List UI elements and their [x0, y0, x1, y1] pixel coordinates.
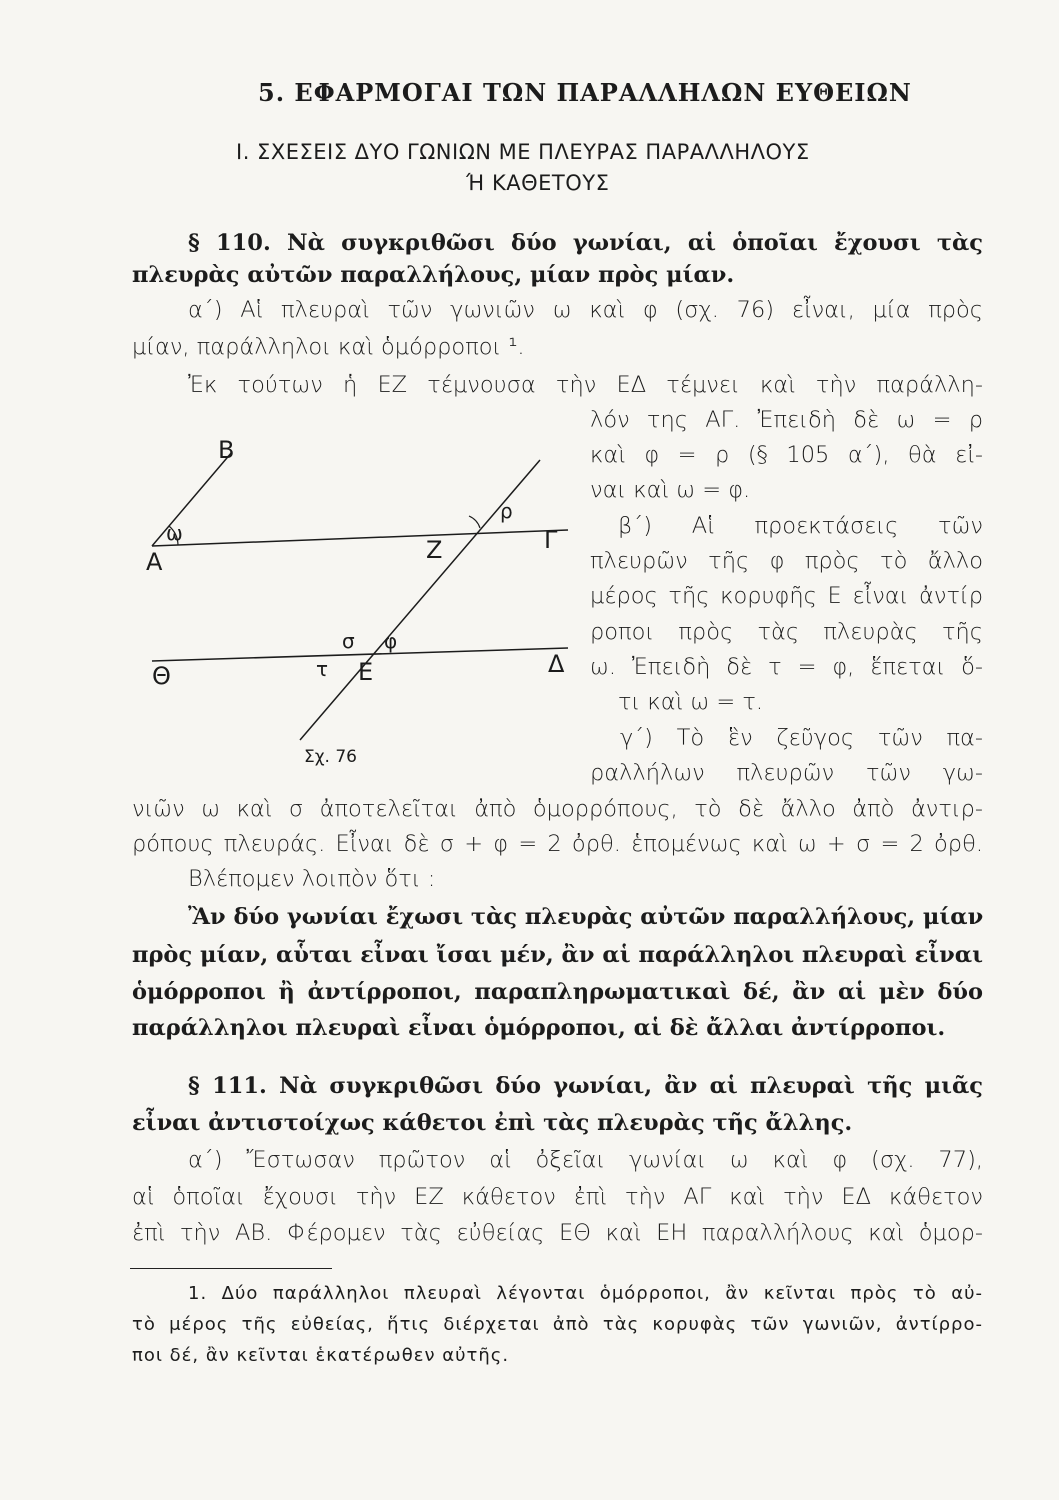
label-a: Α — [146, 548, 163, 576]
label-delta: Δ — [548, 650, 565, 678]
paragraph-111-a-line-2: αἱ ὁποῖαι ἔχουσι τὴν ΕΖ κάθετον ἐπὶ τὴν ΑΓ καὶ τὴν ΕΔ κάθετον — [132, 1184, 983, 1210]
label-tau: τ — [316, 657, 329, 681]
paragraph-110-col-line-10: γ΄) Τὸ ἓν ζεῦγος τῶν πα- — [620, 725, 983, 751]
label-theta: Θ — [152, 662, 171, 690]
section-title-line-1: Ι. ΣΧΕΣΕΙΣ ΔΥΟ ΓΩΝΙΩΝ ΜΕ ΠΛΕΥΡΑΣ ΠΑΡΑΛΛΗΛΟΥΣ — [236, 140, 810, 164]
line-ab — [152, 452, 232, 546]
paragraph-110-col-line-5: πλευρῶν τῆς φ πρὸς τὸ ἄλλο — [590, 548, 983, 574]
figure-caption: Σχ. 76 — [304, 747, 358, 767]
label-e: Ε — [358, 658, 374, 686]
footnote-divider — [130, 1268, 332, 1269]
paragraph-111-a-line-3: ἐπὶ τὴν ΑΒ. Φέρομεν τὰς εὐθείας ΕΘ καὶ ΕΗ παραλλήλους καὶ ὁμορ- — [132, 1220, 983, 1246]
paragraph-110-col-line-8: ω. Ἐπειδὴ δὲ τ = φ, ἕπεται ὅ- — [590, 654, 983, 680]
label-gamma: Γ — [544, 526, 558, 554]
footnote-line-2: τὸ μέρος τῆς εὐθείας, ἥτις διέρχεται ἀπὸ τὰς κορυφὰς τῶν γωνιῶν, ἀντίρρο- — [132, 1314, 983, 1335]
paragraph-110-a-line-1: α΄) Αἱ πλευραὶ τῶν γωνιῶν ω καὶ φ (σχ. 76) εἶναι, μία πρὸς — [188, 297, 983, 323]
theorem-line-1: Ἂν δύο γωνίαι ἔχωσι τὰς πλευρὰς αὐτῶν παραλλήλους, μίαν — [188, 904, 984, 930]
label-phi: φ — [384, 629, 398, 653]
paragraph-110-col-line-9: τι καὶ ω = τ. — [618, 689, 764, 715]
paragraph-110-title-line-2: πλευρὰς αὐτῶν παραλλήλους, μίαν πρὸς μίαν. — [132, 262, 735, 288]
label-rho: ρ — [500, 499, 513, 523]
label-sigma: σ — [342, 629, 355, 653]
arc-rho — [469, 516, 480, 528]
theorem-line-2: πρὸς μίαν, αὗται εἶναι ἴσαι μέν, ἂν αἱ παράλληλοι πλευραὶ εἶναι — [132, 942, 983, 968]
paragraph-110-title-line-1: § 110. Νὰ συγκριθῶσι δύο γωνίαι, αἱ ὁποῖαι ἔχουσι τὰς — [188, 230, 983, 256]
label-b: Β — [218, 436, 235, 464]
footnote-line-3: ποι δέ, ἂν κεῖνται ἑκατέρωθεν αὐτῆς. — [132, 1345, 510, 1366]
paragraph-110-col-line-2: καὶ φ = ρ (§ 105 α΄), θὰ εἰ- — [590, 442, 983, 468]
paragraph-110-col-line-11: ραλλήλων πλευρῶν τῶν γω- — [590, 760, 983, 786]
theorem-line-4: παράλληλοι πλευραὶ εἶναι ὁμόρροποι, αἱ δὲ ἄλλαι ἀντίρροποι. — [132, 1015, 946, 1041]
paragraph-110-d-line-1: νιῶν ω καὶ σ ἀποτελεῖται ἀπὸ ὁμορρόπους, τὸ δὲ ἄλλο ἀπὸ ἀντιρ- — [132, 796, 983, 822]
chapter-title: 5. ΕΦΑΡΜΟΓΑΙ ΤΩΝ ΠΑΡΑΛΛΗΛΩΝ ΕΥΘΕΙΩΝ — [258, 78, 912, 107]
paragraph-110-d-line-3: Βλέπομεν λοιπὸν ὅτι : — [188, 866, 436, 892]
paragraph-110-b-line-1: Ἐκ τούτων ἡ ΕΖ τέμνουσα τὴν ΕΔ τέμνει καὶ τὴν παράλλη- — [188, 372, 983, 398]
paragraph-110-col-line-4: β΄) Αἱ προεκτάσεις τῶν — [618, 513, 983, 539]
footnote-line-1: 1. Δύο παράλληλοι πλευραὶ λέγονται ὁμόρροποι, ἂν κεῖνται πρὸς τὸ αὐ- — [188, 1283, 983, 1304]
paragraph-111-title-line-1: § 111. Νὰ συγκριθῶσι δύο γωνίαι, ἂν αἱ πλευραὶ τῆς μιᾶς — [188, 1073, 983, 1099]
paragraph-110-col-line-6: μέρος τῆς κορυφῆς Ε εἶναι ἀντίρ — [590, 583, 983, 609]
line-ag — [152, 530, 568, 546]
label-z: Ζ — [426, 536, 443, 564]
figure-76 — [140, 420, 580, 780]
theorem-line-3: ὁμόρροποι ἢ ἀντίρροποι, παραπληρωματικαὶ δέ, ἂν αἱ μὲν δύο — [132, 979, 983, 1005]
paragraph-110-a-line-2: μίαν, παράλληλοι καὶ ὁμόρροποι ¹. — [132, 334, 525, 360]
paragraph-111-title-line-2: εἶναι ἀντιστοίχως κάθετοι ἐπὶ τὰς πλευρὰς τῆς ἄλλης. — [132, 1110, 853, 1136]
paragraph-110-col-line-3: ναι καὶ ω = φ. — [590, 477, 751, 503]
paragraph-110-col-line-7: ροποι πρὸς τὰς πλευρὰς τῆς — [590, 619, 983, 645]
label-omega: ω — [166, 521, 183, 545]
section-title-line-2: Ή ΚΑΘΕΤΟΥΣ — [466, 171, 610, 195]
paragraph-110-d-line-2: ρόπους πλευράς. Εἶναι δὲ σ + φ = 2 ὀρθ. ἑπομένως καὶ ω + σ = 2 ὀρθ. — [132, 831, 983, 857]
paragraph-111-a-line-1: α΄) Ἔστωσαν πρῶτον αἱ ὀξεῖαι γωνίαι ω καὶ φ (σχ. 77), — [188, 1147, 983, 1173]
paragraph-110-col-line-1: λόν της ΑΓ. Ἐπειδὴ δὲ ω = ρ — [590, 407, 983, 433]
